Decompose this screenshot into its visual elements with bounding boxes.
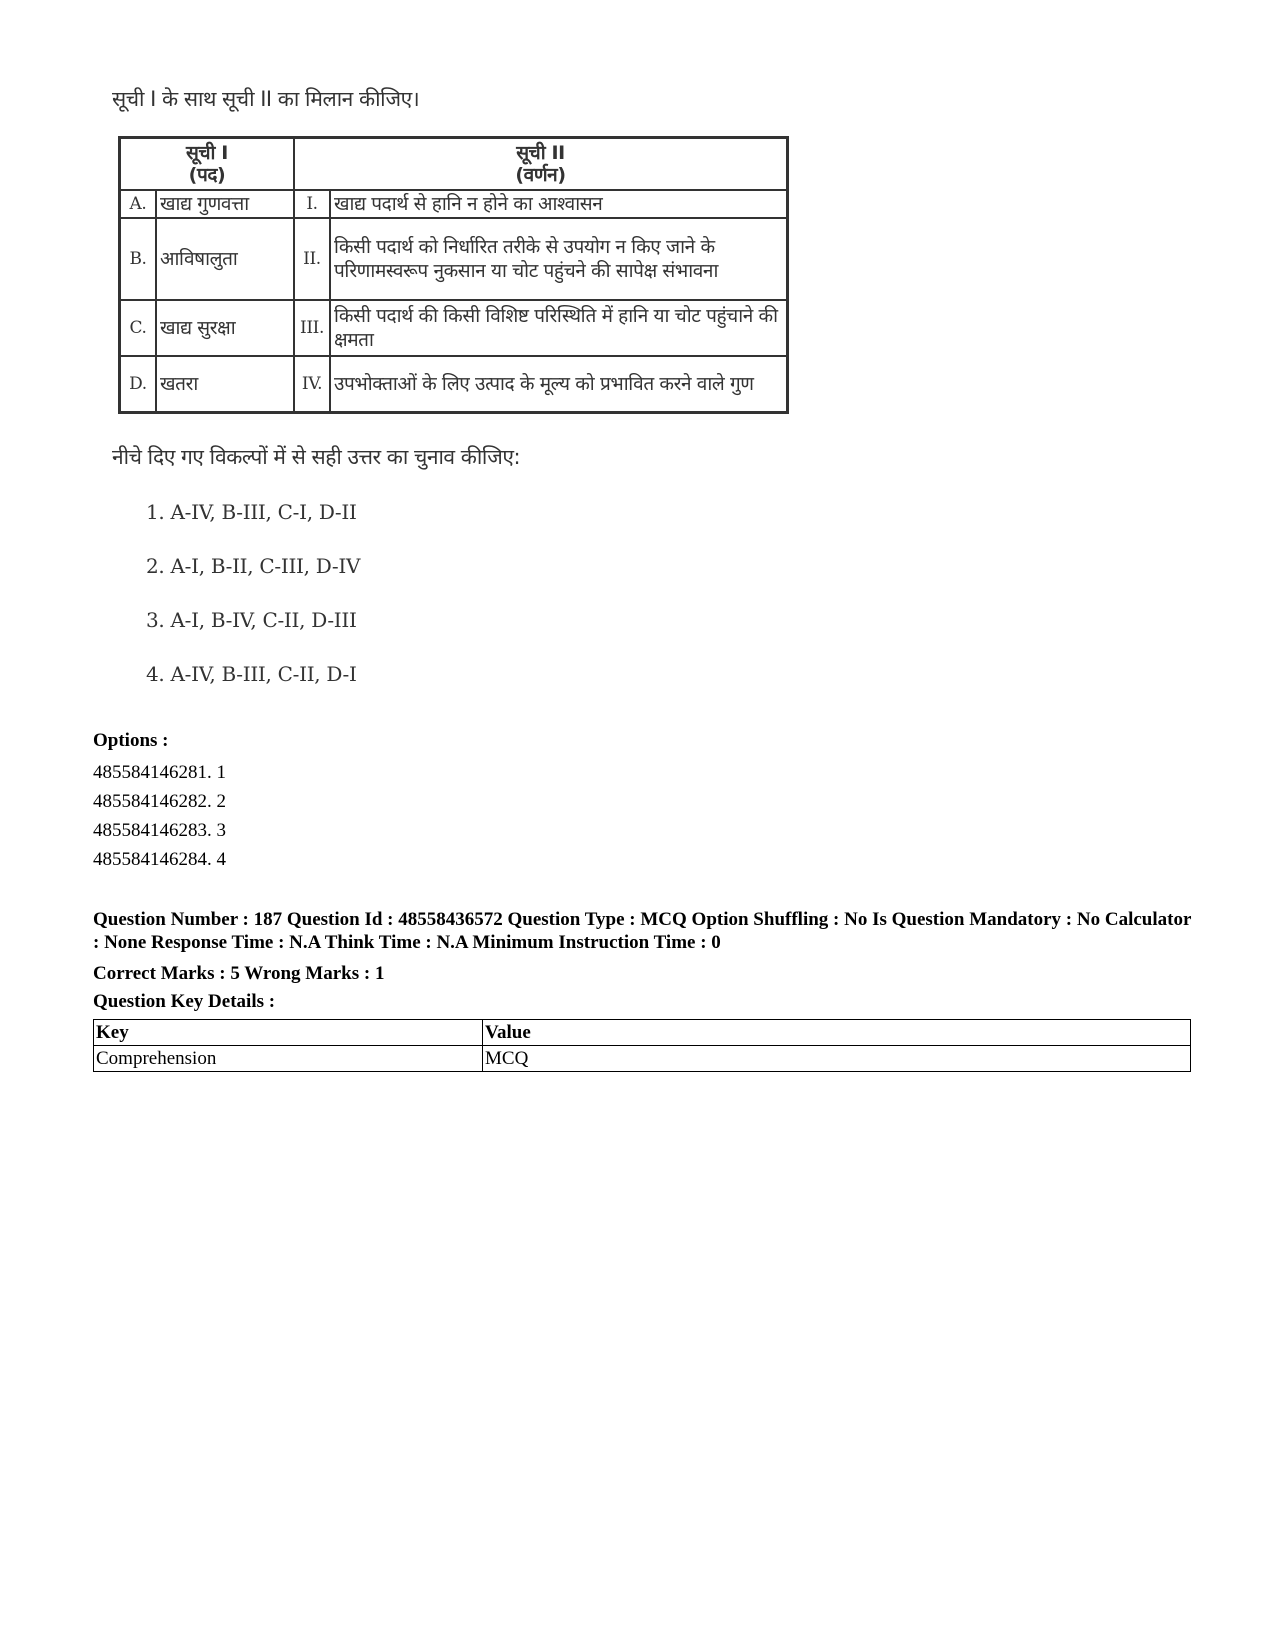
matching-table-header bbox=[120, 138, 788, 191]
row-description: किसी पदार्थ की किसी विशिष्ट परिस्थिति में हानि या चोट पहुंचाने की क्षमता bbox=[330, 300, 788, 356]
key-details-title: Question Key Details : bbox=[93, 991, 276, 1012]
value-cell: MCQ bbox=[483, 1046, 1191, 1072]
row-letter: A. bbox=[120, 190, 157, 218]
row-roman: III. bbox=[294, 300, 330, 356]
value-header: Value bbox=[483, 1020, 1191, 1046]
matching-row bbox=[120, 356, 788, 412]
row-term: आविषालुता bbox=[156, 218, 294, 300]
table-row bbox=[94, 1046, 1191, 1072]
row-letter: B. bbox=[120, 218, 157, 300]
option-item: 485584146282. 2 bbox=[93, 791, 226, 812]
row-description: उपभोक्ताओं के लिए उत्पाद के मूल्य को प्रभावित करने वाले गुण bbox=[330, 356, 788, 412]
option-item: 485584146284. 4 bbox=[93, 849, 226, 870]
choose-instruction: नीचे दिए गए विकल्पों में से सही उत्तर का चुनाव कीजिए: bbox=[112, 444, 521, 469]
row-term: खाद्य गुणवत्ता bbox=[156, 190, 294, 218]
row-letter: D. bbox=[120, 356, 157, 412]
answer-choices bbox=[112, 492, 792, 708]
row-description: खाद्य पदार्थ से हानि न होने का आश्वासन bbox=[330, 190, 788, 218]
row-term: खाद्य सुरक्षा bbox=[156, 300, 294, 356]
matching-row bbox=[120, 218, 788, 300]
matching-row bbox=[120, 300, 788, 356]
matching-row bbox=[120, 190, 788, 218]
question-meta: Question Number : 187 Question Id : 48558436572 Question Type : MCQ Option Shuffling : No Is Question Mandatory : No Calculator : None Response Time : N.A Think Time : N.A Minimum Instruction Time : 0 bbox=[93, 909, 1192, 953]
row-roman: II. bbox=[294, 218, 330, 300]
answer-choice: 3. A-I, B-IV, C-II, D-III bbox=[146, 607, 357, 632]
row-letter: C. bbox=[120, 300, 157, 356]
row-roman: IV. bbox=[294, 356, 330, 412]
row-description: किसी पदार्थ को निर्धारित तरीके से उपयोग न किए जाने के परिणामस्वरूप नुकसान या चोट पहुंचने की सापेक्ष संभावना bbox=[330, 218, 788, 300]
answer-choice: 2. A-I, B-II, C-III, D-IV bbox=[146, 553, 361, 578]
row-term: खतरा bbox=[156, 356, 294, 412]
matching-table bbox=[118, 136, 789, 414]
key-table-header bbox=[94, 1020, 1191, 1046]
list-two-header: सूची II (वर्णन) bbox=[294, 138, 788, 191]
options-list bbox=[93, 758, 226, 874]
option-item: 485584146283. 3 bbox=[93, 820, 226, 841]
option-item: 485584146281. 1 bbox=[93, 762, 226, 783]
key-cell: Comprehension bbox=[94, 1046, 483, 1072]
question-image bbox=[112, 82, 792, 708]
row-roman: I. bbox=[294, 190, 330, 218]
instruction-text: सूची I के साथ सूची II का मिलान कीजिए। bbox=[112, 87, 420, 111]
answer-choice: 1. A-IV, B-III, C-I, D-II bbox=[146, 499, 357, 524]
options-title: Options : bbox=[93, 730, 169, 751]
answer-choice: 4. A-IV, B-III, C-II, D-I bbox=[146, 661, 357, 686]
list-one-header: सूची I (पद) bbox=[120, 138, 295, 191]
key-value-table bbox=[93, 1019, 1191, 1072]
marks-line: Correct Marks : 5 Wrong Marks : 1 bbox=[93, 963, 385, 984]
key-header: Key bbox=[94, 1020, 483, 1046]
